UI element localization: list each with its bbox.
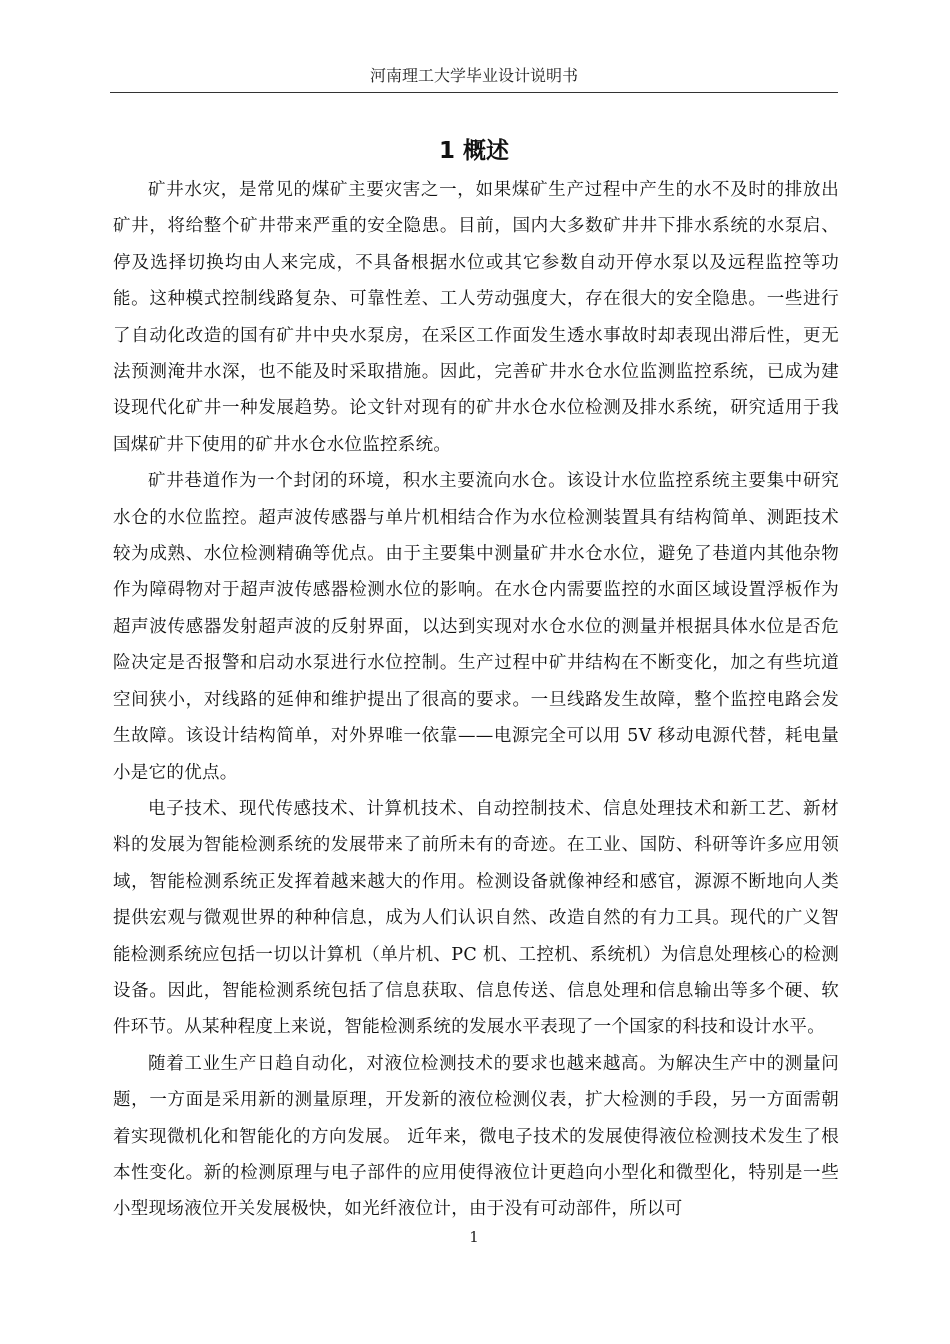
paragraph: 随着工业生产日趋自动化，对液位检测技术的要求也越来越高。为解决生产中的测量问题，一方面是采用新的测量原理，开发新的液位检测仪表，扩大检测的手段，另一方面需朝着实现微机化和智能化的方向发展。 近年来，微电子技术的发展使得液位检测技术发生了根本性变化。新的检测原理与电子部件的应用使得液位计更趋向小型化和微型化，特别是一些小型现场液位开关发展极快，如光纤液位计，由于没有可动部件，所以可: [113, 1053, 839, 1220]
header-divider: [110, 92, 838, 93]
paragraph: 矿井巷道作为一个封闭的环境，积水主要流向水仓。该设计水位监控系统主要集中研究水仓的水位监控。超声波传感器与单片机相结合作为水位检测装置具有结构简单、测距技术较为成熟、水位检测精确等优点。由于主要集中测量矿井水仓水位，避免了巷道内其他杂物作为障碍物对于超声波传感器检测水位的影响。在水仓内需要监控的水面区域设置浮板作为超声波传感器发射超声波的反射界面，以达到实现对水仓水位的测量并根据具体水位是否危险决定是否报警和启动水泵进行水位控制。生产过程中矿井结构在不断变化，加之有些坑道空间狭小，对线路的延伸和维护提出了很高的要求。一旦线路发生故障，整个监控电路会发生故障。该设计结构简单，对外界唯一依靠——电源完全可以用 5V 移动电源代替，耗电量小是它的优点。: [113, 471, 839, 783]
running-header: 河南理工大学毕业设计说明书: [369, 66, 578, 85]
page-number: 1: [469, 1228, 479, 1246]
body-text: [113, 172, 839, 1228]
chapter-title: 1 概述: [438, 138, 509, 164]
paragraph: 矿井水灾，是常见的煤矿主要灾害之一，如果煤矿生产过程中产生的水不及时的排放出矿井，将给整个矿井带来严重的安全隐患。目前，国内大多数矿井井下排水系统的水泵启、停及选择切换均由人来完成，不具备根据水位或其它参数自动开停水泵以及远程监控等功能。这种模式控制线路复杂、可靠性差、工人劳动强度大，存在很大的安全隐患。一些进行了自动化改造的国有矿井中央水泵房，在采区工作面发生透水事故时却表现出滞后性，更无法预测淹井水深，也不能及时采取措施。因此，完善矿井水仓水位监测监控系统，已成为建设现代化矿井一种发展趋势。论文针对现有的矿井水仓水位检测及排水系统，研究适用于我国煤矿井下使用的矿井水仓水位监控系统。: [113, 180, 839, 455]
paragraph: 电子技术、现代传感技术、计算机技术、自动控制技术、信息处理技术和新工艺、新材料的发展为智能检测系统的发展带来了前所未有的奇迹。在工业、国防、科研等许多应用领域，智能检测系统正发挥着越来越大的作用。检测设备就像神经和感官，源源不断地向人类提供宏观与微观世界的种种信息，成为人们认识自然、改造自然的有力工具。现代的广义智能检测系统应包括一切以计算机（单片机、PC 机、工控机、系统机）为信息处理核心的检测设备。因此，智能检测系统包括了信息获取、信息传送、信息处理和信息输出等多个硬、软件环节。从某种程度上来说，智能检测系统的发展水平表现了一个国家的科技和设计水平。: [113, 798, 839, 1038]
